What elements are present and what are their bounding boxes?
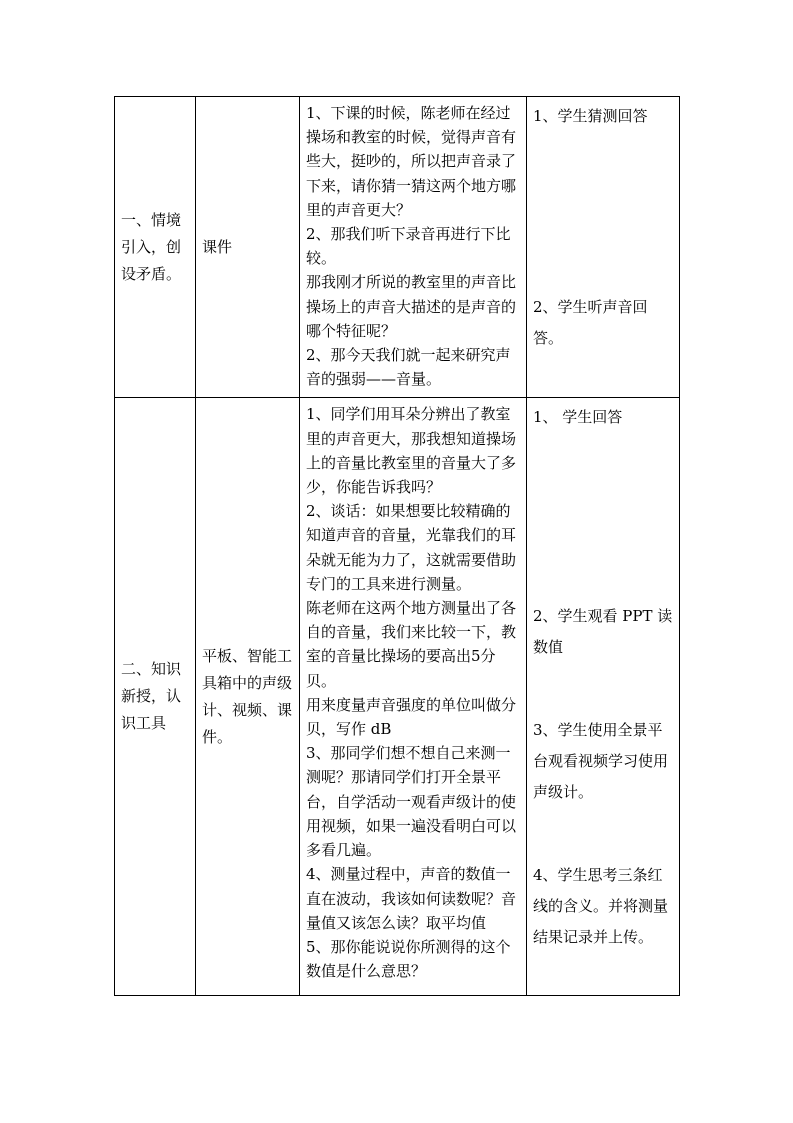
tools-text: 课件 <box>202 237 233 256</box>
student-activity: 2、学生观看 PPT 读数值 <box>533 607 673 657</box>
content-paragraph: 4、测量过程中，声音的数值一直在波动，我该如何读数呢？音量值又该怎么读？取平均值 <box>306 865 517 932</box>
tools-cell <box>196 97 300 398</box>
table-row <box>115 97 680 398</box>
content-paragraph: 5、那你能说说你所测得的这个数值是什么意思？ <box>306 937 511 981</box>
content-paragraph: 2、那我们听下录音再进行下比较。 <box>306 225 511 268</box>
content-paragraph: 那我刚才所说的教室里的声音比操场上的声音大描述的是声音的哪个特征呢？ <box>306 273 517 340</box>
content-paragraph: 1、同学们用耳朵分辨出了教室里的声音更大，那我想知道操场上的音量比教室里的音量大了多少，你能告诉我吗？ <box>306 405 517 497</box>
stage-cell <box>115 97 196 398</box>
stage-text: 一、情境引入，创设矛盾。 <box>121 210 182 283</box>
student-activity: 4、学生思考三条红线的含义。并将测量结果记录并上传。 <box>533 866 669 947</box>
stage-text: 二、知识新授，认识工具 <box>121 660 182 733</box>
table-row <box>115 398 680 996</box>
student-activity: 1、 学生回答 <box>533 408 623 427</box>
stage-cell <box>115 398 196 996</box>
content-paragraph: 3、那同学们想不想自己来测一测呢？那请同学们打开全景平台，自学活动一观看声级计的使用视频，如果一遍没看明白可以多看几遍。 <box>306 744 517 860</box>
content-cell <box>300 398 527 996</box>
student-activity: 1、学生猜测回答 <box>533 107 648 125</box>
content-paragraph: 陈老师在这两个地方测量出了各自的音量，我们来比较一下，教室的音量比操场的要高出5分贝。 <box>306 599 517 690</box>
content-paragraph: 1、下课的时候，陈老师在经过操场和教室的时候，觉得声音有些大，挺吵的，所以把声音录了下来，请你猜一猜这两个地方哪里的声音更大？ <box>306 104 517 219</box>
tools-cell <box>196 398 300 996</box>
content-paragraph: 2、谈话：如果想要比较精确的知道声音的音量，光靠我们的耳朵就无能为力了，这就需要借助专门的工具来进行测量。 <box>306 502 517 593</box>
student-cell <box>527 398 680 996</box>
content-paragraph: 用来度量声音强度的单位叫做分贝，写作 dB <box>306 695 517 739</box>
content-paragraph: 2、那今天我们就一起来研究声音的强弱——音量。 <box>306 346 511 389</box>
student-activity: 3、学生使用全景平台观看视频学习使用声级计。 <box>533 721 669 802</box>
student-activity: 2、学生听声音回答。 <box>533 298 648 347</box>
student-cell <box>527 97 680 398</box>
content-cell <box>300 97 527 398</box>
lesson-plan-table <box>114 96 680 996</box>
tools-text: 平板、智能工具箱中的声级计、视频、课件。 <box>202 646 293 746</box>
